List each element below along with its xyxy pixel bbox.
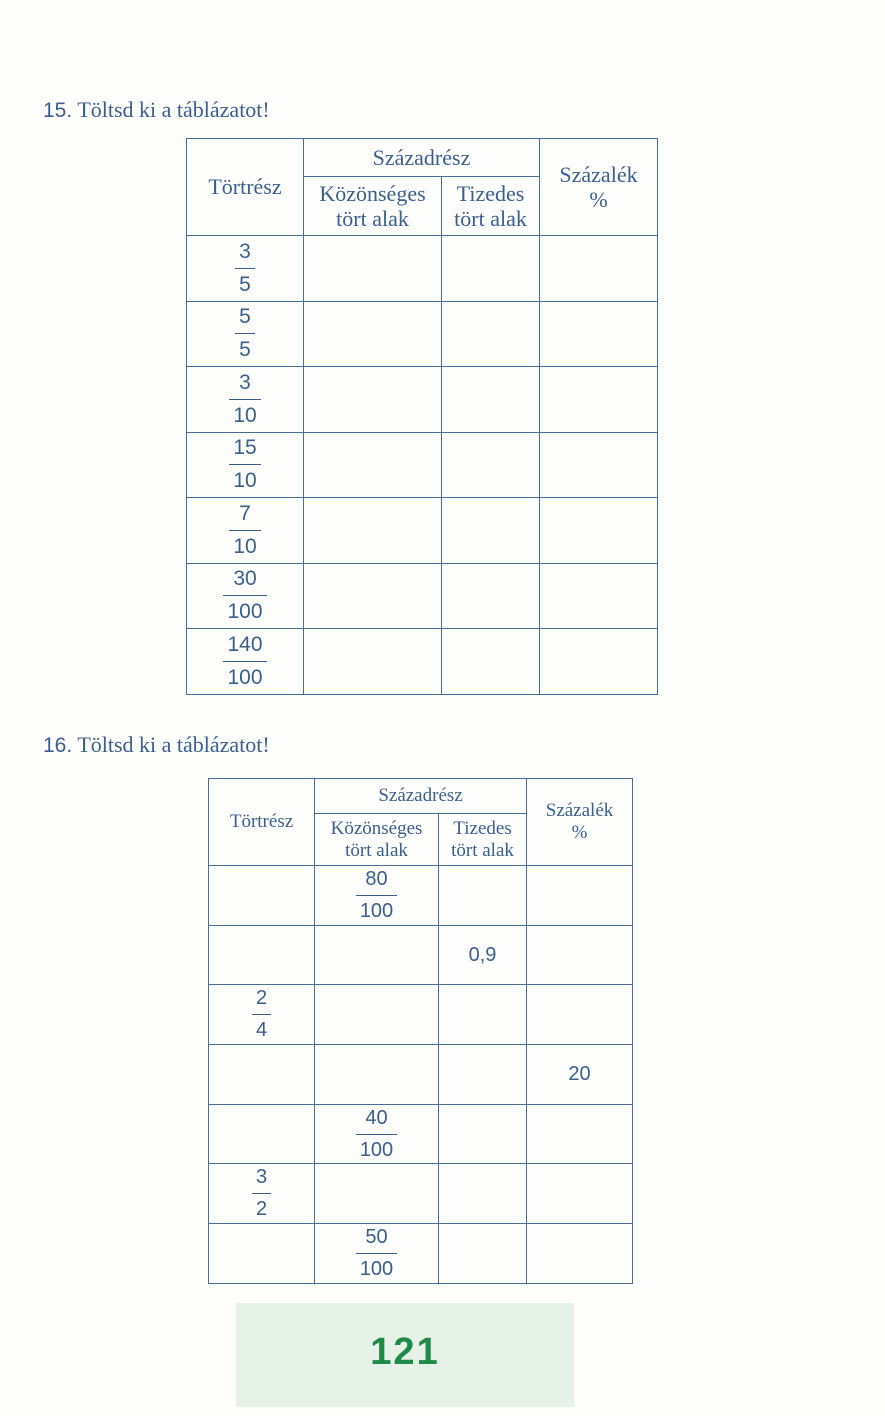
fraction-numerator: 2 <box>255 987 268 1010</box>
fraction-denominator: 100 <box>359 899 394 922</box>
cell-kozonseges[interactable] <box>315 1045 439 1105</box>
given-value: 20 <box>568 1062 591 1085</box>
task-15-number: 15. <box>43 99 73 122</box>
header-tizedes: Tizedes tört alak <box>439 814 527 866</box>
task-16-instruction: Töltsd ki a táblázatot! <box>77 732 270 757</box>
fraction-denominator: 100 <box>359 1257 394 1280</box>
header-kozonseges: Közönséges tört alak <box>304 177 442 236</box>
fraction <box>252 987 271 1042</box>
table-row <box>209 1045 633 1105</box>
cell-tortresz <box>209 1164 315 1224</box>
fraction-numerator: 3 <box>239 370 251 394</box>
cell-kozonseges[interactable] <box>304 301 442 367</box>
task-15-title <box>43 97 270 123</box>
table-row <box>187 301 658 367</box>
cell-tizedes[interactable] <box>442 367 540 433</box>
fraction-bar <box>252 1193 271 1194</box>
fraction-bar <box>235 268 255 269</box>
fraction-bar <box>229 399 261 400</box>
fraction-numerator: 140 <box>227 632 263 656</box>
fraction <box>229 502 261 559</box>
task-15-table <box>186 138 658 695</box>
fraction-bar <box>223 661 267 662</box>
cell-tortresz <box>187 301 304 367</box>
cell-tortresz[interactable] <box>209 1224 315 1284</box>
fraction-bar <box>252 1014 271 1015</box>
fraction-denominator: 10 <box>233 469 257 493</box>
cell-kozonseges <box>315 1104 439 1164</box>
cell-szazalek[interactable] <box>540 563 658 629</box>
cell-tizedes[interactable] <box>439 1104 527 1164</box>
fraction-numerator: 3 <box>239 239 251 263</box>
cell-tortresz[interactable] <box>209 1104 315 1164</box>
cell-kozonseges[interactable] <box>304 236 442 302</box>
cell-tortresz[interactable] <box>209 866 315 926</box>
table-row <box>209 925 633 985</box>
fraction-denominator: 10 <box>233 534 257 558</box>
cell-tortresz[interactable] <box>209 1045 315 1105</box>
fraction-bar <box>229 530 261 531</box>
fraction-numerator: 15 <box>233 436 257 460</box>
cell-szazalek <box>527 1045 633 1105</box>
header-tortresz: Törtrész <box>209 779 315 866</box>
cell-tortresz <box>187 432 304 498</box>
header-tortresz: Törtrész <box>187 139 304 236</box>
fraction-bar <box>223 595 267 596</box>
cell-kozonseges[interactable] <box>304 498 442 564</box>
table-row <box>187 236 658 302</box>
header-szazadresz: Századrész <box>304 139 540 177</box>
fraction-denominator: 100 <box>227 665 263 689</box>
cell-tizedes[interactable] <box>442 432 540 498</box>
cell-szazalek[interactable] <box>540 498 658 564</box>
cell-szazalek[interactable] <box>540 236 658 302</box>
cell-szazalek[interactable] <box>540 629 658 695</box>
fraction <box>356 1107 397 1162</box>
cell-kozonseges[interactable] <box>304 367 442 433</box>
table-row <box>209 1224 633 1284</box>
table-row <box>209 866 633 926</box>
cell-tizedes[interactable] <box>439 1164 527 1224</box>
fraction-denominator: 5 <box>239 272 251 296</box>
cell-szazalek[interactable] <box>527 985 633 1045</box>
header-szazadresz: Századrész <box>315 779 527 814</box>
page-number-box <box>236 1303 574 1407</box>
table-row <box>209 1164 633 1224</box>
cell-tortresz <box>187 236 304 302</box>
cell-tizedes[interactable] <box>442 236 540 302</box>
fraction <box>252 1166 271 1221</box>
cell-kozonseges[interactable] <box>304 629 442 695</box>
cell-tortresz <box>209 985 315 1045</box>
cell-tizedes[interactable] <box>442 301 540 367</box>
cell-tizedes[interactable] <box>439 985 527 1045</box>
fraction-numerator: 80 <box>365 867 388 890</box>
task-16-number: 16. <box>43 734 73 757</box>
cell-szazalek[interactable] <box>527 1224 633 1284</box>
fraction <box>223 567 267 624</box>
fraction-bar <box>229 464 261 465</box>
header-tizedes: Tizedes tört alak <box>442 177 540 236</box>
cell-szazalek[interactable] <box>527 925 633 985</box>
given-value: 0,9 <box>468 943 497 966</box>
page-number: 121 <box>370 1331 440 1373</box>
fraction <box>235 240 255 297</box>
fraction-denominator: 2 <box>255 1198 268 1221</box>
fraction-numerator: 7 <box>239 501 251 525</box>
fraction <box>229 436 261 493</box>
fraction-bar <box>235 333 255 334</box>
fraction <box>223 633 267 690</box>
fraction-bar <box>356 1253 397 1254</box>
cell-tortresz <box>187 629 304 695</box>
fraction-denominator: 10 <box>233 403 257 427</box>
fraction <box>356 868 397 923</box>
table-row <box>187 498 658 564</box>
header-szazalek: Százalék % <box>540 139 658 236</box>
cell-kozonseges[interactable] <box>304 563 442 629</box>
header-kozonseges: Közönséges tört alak <box>315 814 439 866</box>
fraction <box>235 305 255 362</box>
cell-tizedes[interactable] <box>442 629 540 695</box>
fraction-denominator: 5 <box>239 338 251 362</box>
cell-kozonseges <box>315 1224 439 1284</box>
table-row <box>209 985 633 1045</box>
cell-tizedes[interactable] <box>439 866 527 926</box>
cell-kozonseges[interactable] <box>315 925 439 985</box>
table-row <box>187 629 658 695</box>
cell-tizedes[interactable] <box>442 563 540 629</box>
fraction-numerator: 40 <box>365 1106 388 1129</box>
header-szazalek: Százalék % <box>527 779 633 866</box>
cell-szazalek[interactable] <box>540 367 658 433</box>
fraction-denominator: 4 <box>255 1019 268 1042</box>
cell-tortresz <box>187 498 304 564</box>
task-16-title <box>43 732 270 758</box>
cell-kozonseges[interactable] <box>304 432 442 498</box>
fraction-numerator: 50 <box>365 1225 388 1248</box>
cell-kozonseges <box>315 866 439 926</box>
cell-tizedes[interactable] <box>439 1045 527 1105</box>
task-16-table <box>208 778 633 1284</box>
cell-tizedes[interactable] <box>442 498 540 564</box>
cell-kozonseges[interactable] <box>315 985 439 1045</box>
cell-tortresz[interactable] <box>209 925 315 985</box>
table-row <box>209 1104 633 1164</box>
table-row <box>187 563 658 629</box>
cell-tizedes[interactable] <box>439 1224 527 1284</box>
cell-szazalek[interactable] <box>540 432 658 498</box>
table-row <box>187 432 658 498</box>
cell-szazalek[interactable] <box>527 866 633 926</box>
fraction-denominator: 100 <box>227 600 263 624</box>
fraction-denominator: 100 <box>359 1138 394 1161</box>
fraction-numerator: 3 <box>255 1166 268 1189</box>
fraction <box>229 371 261 428</box>
fraction-numerator: 30 <box>233 567 257 591</box>
cell-tizedes <box>439 925 527 985</box>
fraction-numerator: 5 <box>239 305 251 329</box>
fraction-bar <box>356 895 397 896</box>
table-row <box>187 367 658 433</box>
cell-szazalek[interactable] <box>540 301 658 367</box>
cell-kozonseges[interactable] <box>315 1164 439 1224</box>
fraction-bar <box>356 1134 397 1135</box>
task-15-instruction: Töltsd ki a táblázatot! <box>77 97 270 122</box>
fraction <box>356 1226 397 1281</box>
cell-tortresz <box>187 563 304 629</box>
cell-tortresz <box>187 367 304 433</box>
cell-szazalek[interactable] <box>527 1164 633 1224</box>
cell-szazalek[interactable] <box>527 1104 633 1164</box>
